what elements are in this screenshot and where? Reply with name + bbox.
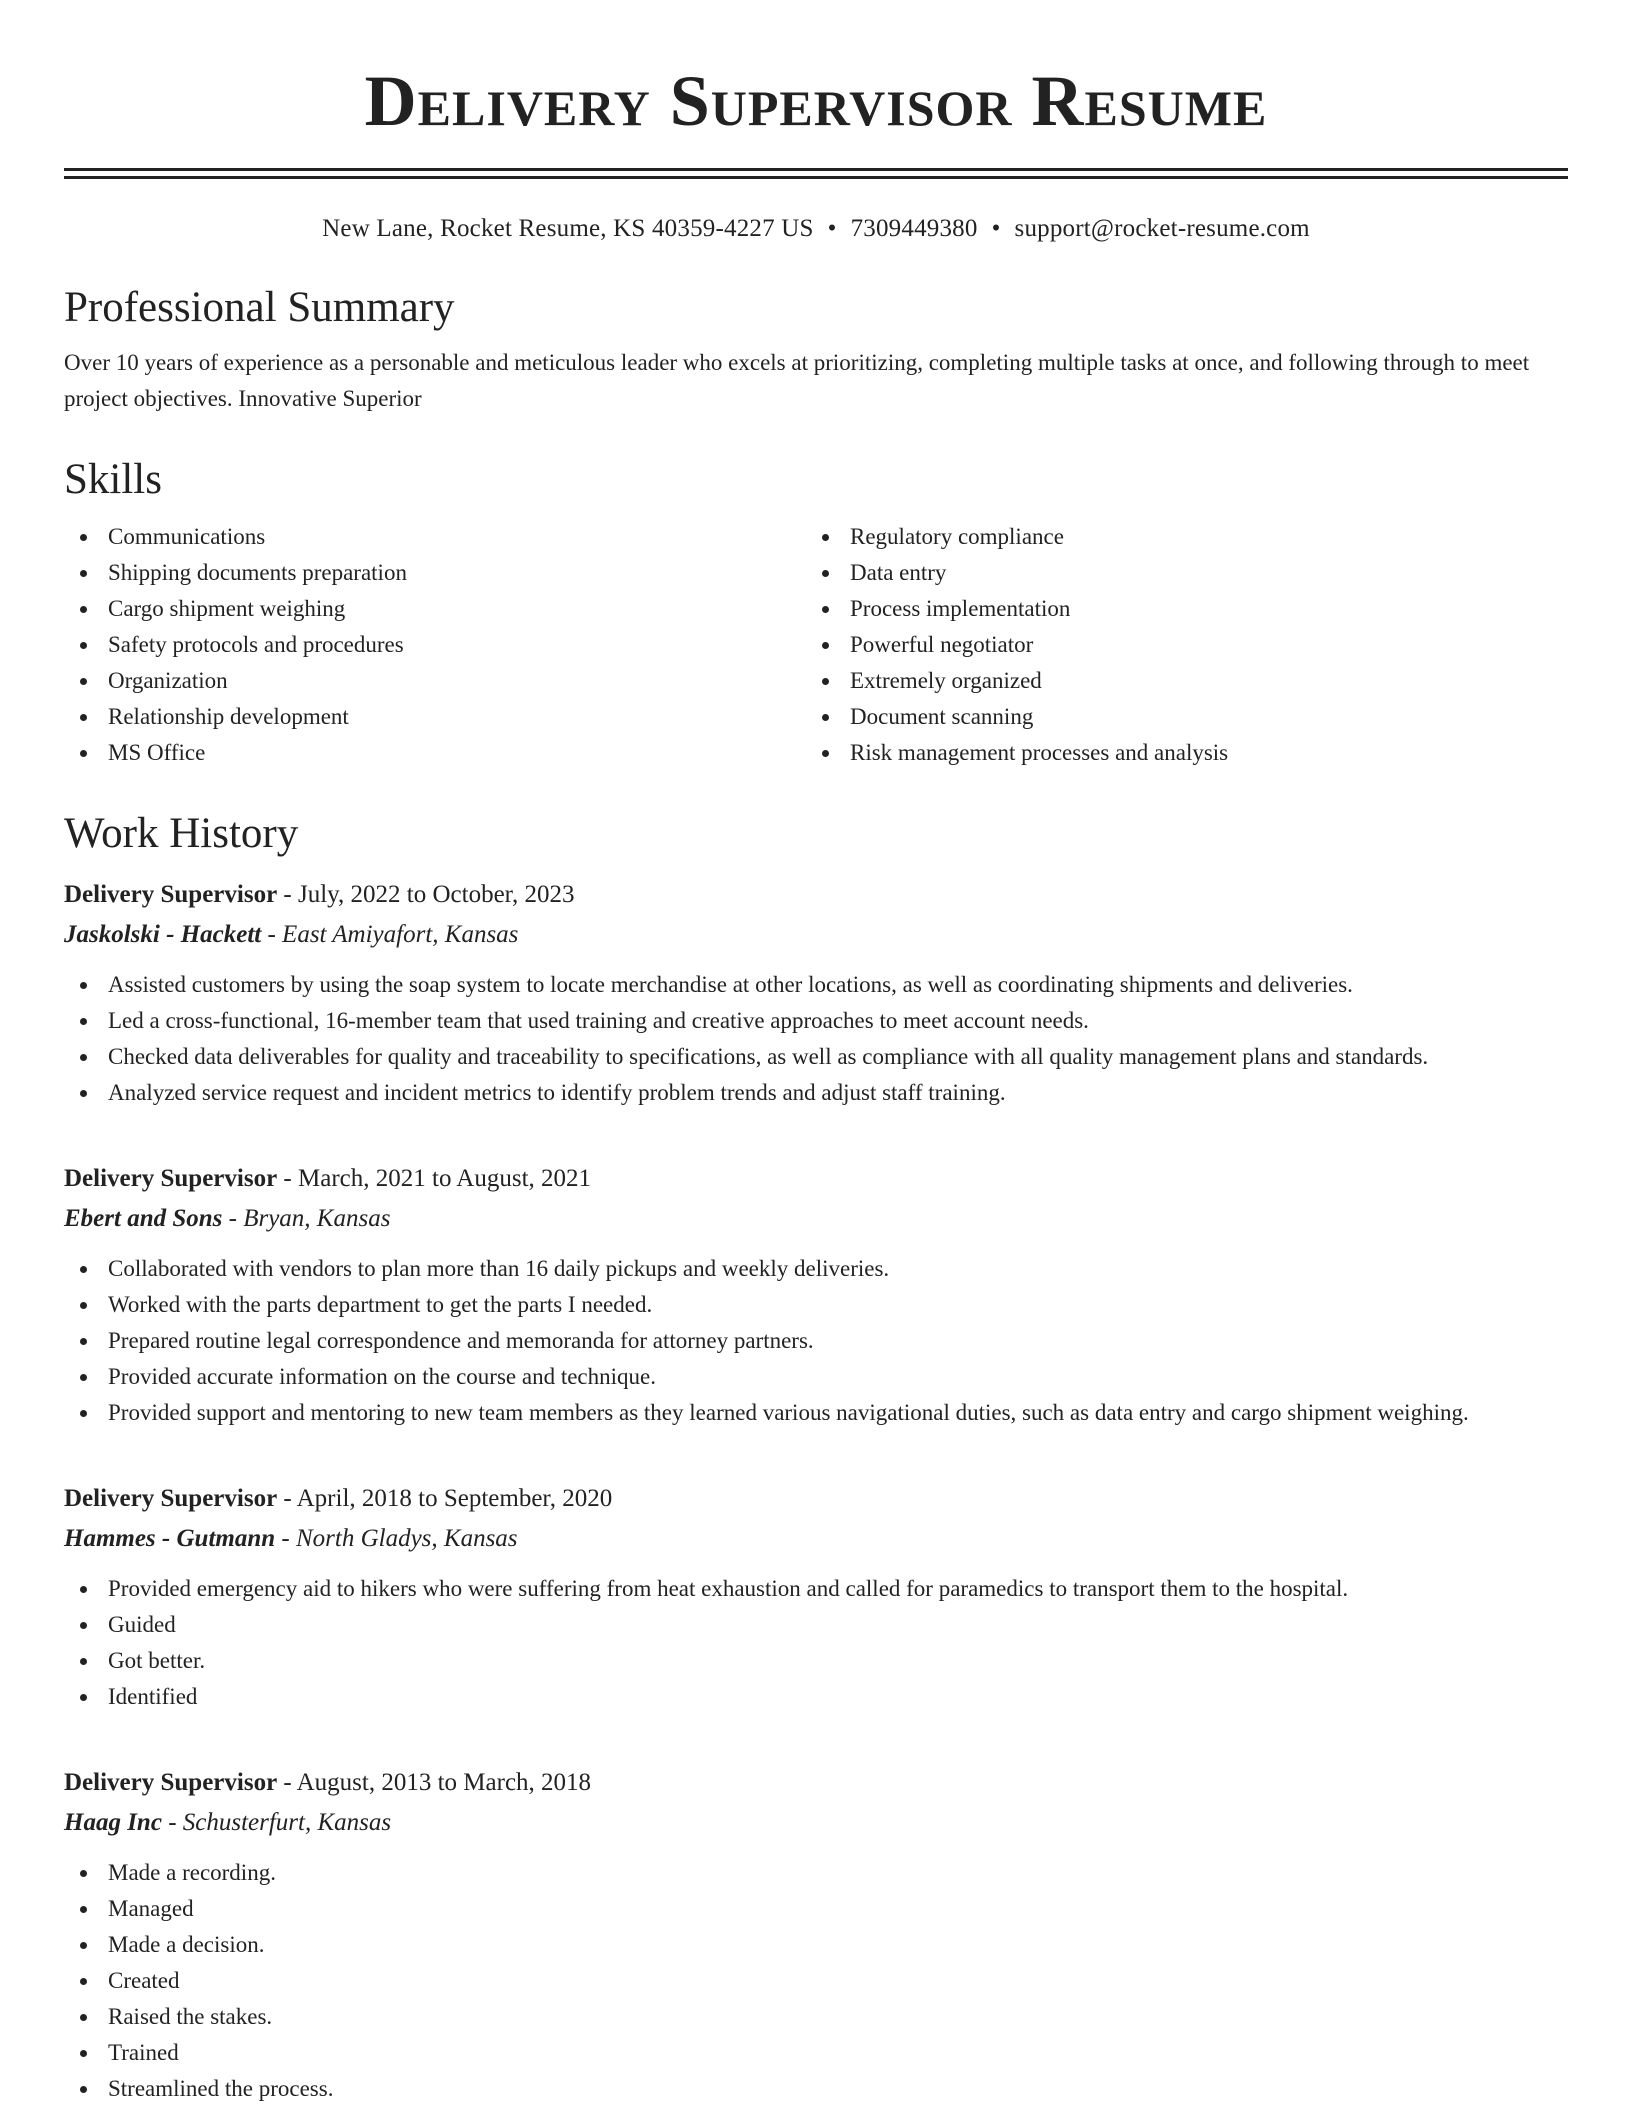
resume-title: Delivery Supervisor Resume [364,61,1268,141]
contact-phone: 7309449380 [850,215,978,242]
company-name: Hammes - Gutmann [64,1525,276,1552]
job-duty-item: Provided support and mentoring to new team members as they learned various navigational duties, such as data entry and cargo shipment weighing. [64,1395,1568,1431]
job-entry [64,1479,1568,1715]
job-title-line [64,1159,1568,1199]
skill-item: Regulatory compliance [806,519,1548,555]
company-location: - East Amiyafort, Kansas [261,921,519,948]
job-entry [64,1159,1568,1431]
job-entry [64,875,1568,1111]
job-duty-item: Provided emergency aid to hikers who were suffering from heat exhaustion and called for paramedics to transport them to the hospital. [64,1571,1568,1607]
skills-column-right [806,519,1548,771]
job-title: Delivery Supervisor [64,1165,278,1192]
company-line [64,1199,1568,1239]
skill-item: Powerful negotiator [806,627,1548,663]
skills-column-left [64,519,806,771]
job-duty-item: Got better. [64,1643,1568,1679]
job-duties [64,1571,1568,1715]
job-title-line [64,875,1568,915]
job-duties [64,1251,1568,1431]
summary-text: Over 10 years of experience as a personable and meticulous leader who excels at prioritizing, completing multiple tasks at once, and following through to meet project objectives. Innovative Superior [64,350,1530,411]
job-dates: - April, 2018 to September, 2020 [277,1485,613,1512]
skills-heading: Skills [64,456,162,503]
job-duty-item: Made a decision. [64,1927,1568,1963]
company-name: Haag Inc [64,1809,162,1836]
job-duty-item: Checked data deliverables for quality and traceability to specifications, as well as compliance with all quality management plans and standards. [64,1039,1568,1075]
job-duty-item: Guided [64,1607,1568,1643]
job-duty-item: Trained [64,2035,1568,2071]
job-duty-item: Provided accurate information on the course and technique. [64,1359,1568,1395]
job-duty-item: Worked with the parts department to get the parts I needed. [64,1287,1568,1323]
job-duties [64,1855,1568,2107]
job-duties [64,967,1568,1111]
skill-item: Process implementation [806,591,1548,627]
job-duty-item: Managed [64,1891,1568,1927]
job-duty-item: Streamlined the process. [64,2071,1568,2107]
job-duty-item: Collaborated with vendors to plan more than 16 daily pickups and weekly deliveries. [64,1251,1568,1287]
company-line [64,1519,1568,1559]
skill-item: Document scanning [806,699,1548,735]
company-line [64,1803,1568,1843]
job-duty-item: Prepared routine legal correspondence and memoranda for attorney partners. [64,1323,1568,1359]
summary-heading: Professional Summary [64,284,455,331]
job-entry [64,1763,1568,2107]
job-title: Delivery Supervisor [64,881,278,908]
company-name: Ebert and Sons [64,1205,223,1232]
contact-email: support@rocket-resume.com [1014,215,1310,242]
company-location: - Schusterfurt, Kansas [161,1809,392,1836]
job-duty-item: Made a recording. [64,1855,1568,1891]
skill-item: Safety protocols and procedures [64,627,806,663]
work-history-heading: Work History [64,810,299,857]
skill-item: Relationship development [64,699,806,735]
job-dates: - July, 2022 to October, 2023 [277,881,575,908]
skill-item: Data entry [806,555,1548,591]
job-dates: - August, 2013 to March, 2018 [277,1769,592,1796]
skill-item: Cargo shipment weighing [64,591,806,627]
skill-item: MS Office [64,735,806,771]
skill-item: Risk management processes and analysis [806,735,1548,771]
job-title: Delivery Supervisor [64,1485,278,1512]
contact-separator: • [827,215,837,242]
skill-item: Organization [64,663,806,699]
job-title-line [64,1479,1568,1519]
job-duty-item: Raised the stakes. [64,1999,1568,2035]
job-duty-item: Assisted customers by using the soap system to locate merchandise at other locations, as well as coordinating shipments and deliveries. [64,967,1568,1003]
company-line [64,915,1568,955]
skill-item: Communications [64,519,806,555]
job-title-line [64,1763,1568,1803]
skill-item: Extremely organized [806,663,1548,699]
job-duty-item: Led a cross-functional, 16-member team that used training and creative approaches to meet account needs. [64,1003,1568,1039]
contact-separator: • [991,215,1001,242]
job-duty-item: Created [64,1963,1568,1999]
contact-address: New Lane, Rocket Resume, KS 40359-4227 US [322,215,814,242]
job-title: Delivery Supervisor [64,1769,278,1796]
skill-item: Shipping documents preparation [64,555,806,591]
company-location: - Bryan, Kansas [222,1205,391,1232]
skills-list [64,519,1568,771]
company-location: - North Gladys, Kansas [275,1525,518,1552]
company-name: Jaskolski - Hackett [64,921,262,948]
job-dates: - March, 2021 to August, 2021 [277,1165,592,1192]
job-duty-item: Identified [64,1679,1568,1715]
contact-line [64,213,1568,245]
title-divider [64,168,1568,179]
job-duty-item: Analyzed service request and incident metrics to identify problem trends and adjust staff training. [64,1075,1568,1111]
